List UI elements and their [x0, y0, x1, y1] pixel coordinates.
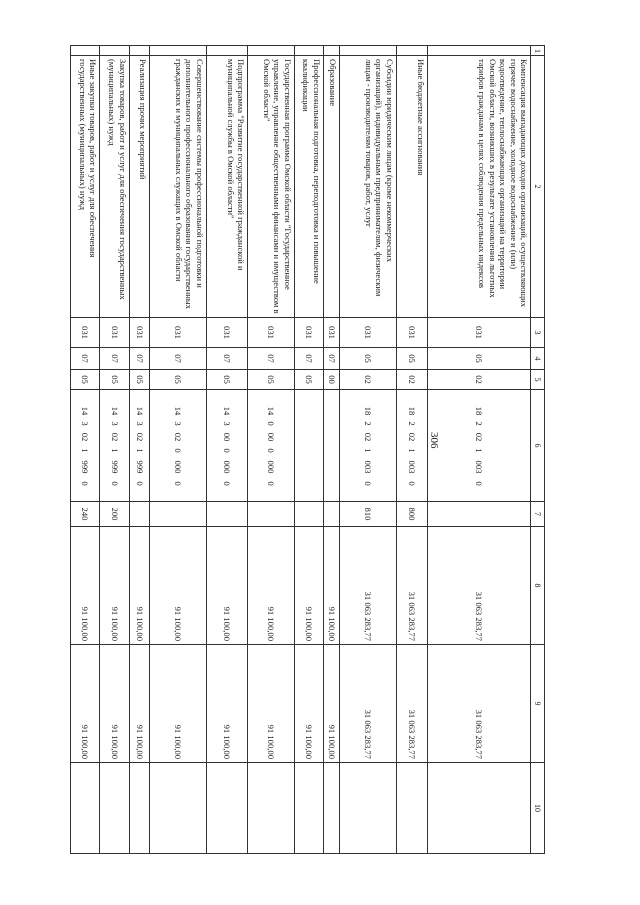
target-article-code — [323, 390, 339, 502]
table-row — [150, 46, 206, 854]
column-header: 2 — [531, 56, 545, 318]
amount-col9: 91 100,00 — [206, 645, 248, 763]
admin-code: 031 — [206, 318, 248, 348]
section-code: 07 — [248, 348, 294, 370]
item-name: Субсидии юридическим лицам (кроме некоммерческих организаций), индивидуальным предпринимателям, физическим лицам - производителям товаров, работ, услуг — [340, 56, 396, 318]
row-marker-cell — [340, 46, 396, 56]
code-segment: 0 — [222, 448, 233, 453]
row-marker-cell — [150, 46, 206, 56]
code-segment: 02 — [109, 432, 120, 442]
code-segment: 14 — [109, 406, 120, 416]
code-segment: 999 — [109, 460, 120, 474]
row-marker-cell — [428, 46, 531, 56]
table-body — [71, 46, 531, 854]
code-segment: 0 — [173, 481, 184, 486]
admin-code: 031 — [340, 318, 396, 348]
subsection-code: 05 — [248, 370, 294, 390]
code-segment: 2 — [363, 421, 374, 426]
amount-col10 — [294, 763, 323, 854]
section-code: 05 — [396, 348, 428, 370]
code-segment: 000 — [222, 460, 233, 474]
amount-col8: 31 063 283,77 — [428, 527, 531, 645]
table-row — [100, 46, 129, 854]
page-number: 306 — [428, 432, 440, 449]
code-segment: 0 — [363, 481, 374, 486]
section-code: 07 — [206, 348, 248, 370]
code-segment: 3 — [109, 421, 120, 426]
subsection-code: 02 — [428, 370, 531, 390]
code-segment: 0 — [173, 448, 184, 453]
amount-col10 — [206, 763, 248, 854]
expense-type-code — [428, 502, 531, 527]
code-segment: 000 — [266, 460, 277, 474]
table-row — [71, 46, 100, 854]
section-code: 05 — [428, 348, 531, 370]
code-segment: 02 — [134, 432, 145, 442]
subsection-code: 05 — [206, 370, 248, 390]
amount-col10 — [396, 763, 428, 854]
code-segment: 0 — [266, 481, 277, 486]
code-segment: 02 — [363, 432, 374, 442]
amount-col10 — [129, 763, 150, 854]
amount-col8: 91 100,00 — [71, 527, 100, 645]
row-marker-cell — [323, 46, 339, 56]
expense-type-code — [248, 502, 294, 527]
target-article-code — [71, 390, 100, 502]
rotated-page — [70, 45, 545, 853]
subsection-code: 05 — [100, 370, 129, 390]
subsection-code: 00 — [323, 370, 339, 390]
table-row — [340, 46, 396, 854]
amount-col8: 91 100,00 — [323, 527, 339, 645]
expense-type-code: 810 — [340, 502, 396, 527]
code-segment: 1 — [80, 448, 91, 453]
amount-col9: 91 100,00 — [323, 645, 339, 763]
code-segment: 18 — [363, 406, 374, 416]
code-segment: 1 — [109, 448, 120, 453]
admin-code: 031 — [294, 318, 323, 348]
admin-code: 031 — [396, 318, 428, 348]
code-segment: 02 — [173, 432, 184, 442]
target-article-code — [150, 390, 206, 502]
admin-code: 031 — [71, 318, 100, 348]
admin-code: 031 — [248, 318, 294, 348]
item-name: Государственная программа Омской области "Государственное управление, управление общественными финансами и имуществом в Омской области" — [248, 56, 294, 318]
expense-type-code: 200 — [100, 502, 129, 527]
code-segment: 02 — [80, 432, 91, 442]
code-segment: 999 — [134, 460, 145, 474]
item-name: Совершенствование системы профессиональной подготовки и дополнительного профессионального образования государственных гражданских и муниципальных служащих в Омской области — [150, 56, 206, 318]
code-segment: 003 — [474, 460, 485, 474]
table-row — [428, 46, 531, 854]
code-segment: 3 — [173, 421, 184, 426]
column-header: 7 — [531, 502, 545, 527]
amount-col10 — [100, 763, 129, 854]
expense-type-code — [323, 502, 339, 527]
code-segment: 0 — [80, 481, 91, 486]
subsection-code: 05 — [129, 370, 150, 390]
code-segment: 18 — [407, 406, 418, 416]
expense-type-code — [294, 502, 323, 527]
code-segment: 0 — [407, 481, 418, 486]
code-segment: 1 — [407, 448, 418, 453]
admin-code: 031 — [129, 318, 150, 348]
admin-code: 031 — [150, 318, 206, 348]
target-article-code — [129, 390, 150, 502]
amount-col10 — [340, 763, 396, 854]
section-code: 07 — [129, 348, 150, 370]
column-header: 8 — [531, 527, 545, 645]
table-row — [294, 46, 323, 854]
expense-type-code — [129, 502, 150, 527]
amount-col10 — [248, 763, 294, 854]
amount-col10 — [323, 763, 339, 854]
amount-col8: 91 100,00 — [150, 527, 206, 645]
section-code: 07 — [323, 348, 339, 370]
code-segment: 0 — [474, 481, 485, 486]
code-segment: 1 — [363, 448, 374, 453]
item-name: Образование — [323, 56, 339, 318]
amount-col9: 31 063 283,77 — [396, 645, 428, 763]
code-segment: 3 — [80, 421, 91, 426]
amount-col8: 91 100,00 — [129, 527, 150, 645]
item-name: Реализация прочих мероприятий — [129, 56, 150, 318]
code-segment: 0 — [134, 481, 145, 486]
expense-type-code: 240 — [71, 502, 100, 527]
subsection-code: 02 — [396, 370, 428, 390]
target-article-code — [340, 390, 396, 502]
admin-code: 031 — [323, 318, 339, 348]
row-marker-cell — [71, 46, 100, 56]
amount-col8: 91 100,00 — [206, 527, 248, 645]
amount-col9: 31 063 283,77 — [428, 645, 531, 763]
code-segment: 14 — [266, 406, 277, 416]
table-row — [323, 46, 339, 854]
code-segment: 02 — [407, 432, 418, 442]
admin-code: 031 — [100, 318, 129, 348]
item-name: Профессиональная подготовка, переподготовка и повышение квалификации — [294, 56, 323, 318]
target-article-code — [396, 390, 428, 502]
code-segment: 999 — [80, 460, 91, 474]
code-segment: 2 — [474, 421, 485, 426]
code-segment: 1 — [134, 448, 145, 453]
table-row — [129, 46, 150, 854]
row-marker-cell — [294, 46, 323, 56]
subsection-code: 02 — [340, 370, 396, 390]
code-segment: 14 — [173, 406, 184, 416]
expense-type-code — [206, 502, 248, 527]
item-name: Иные бюджетные ассигнования — [396, 56, 428, 318]
column-header: 1 — [531, 46, 545, 56]
amount-col9: 91 100,00 — [248, 645, 294, 763]
table-row — [248, 46, 294, 854]
table-row — [206, 46, 248, 854]
section-code: 07 — [294, 348, 323, 370]
amount-col8: 91 100,00 — [248, 527, 294, 645]
subsection-code: 05 — [71, 370, 100, 390]
column-header: 6 — [531, 390, 545, 502]
amount-col8: 31 063 283,77 — [340, 527, 396, 645]
amount-col9: 91 100,00 — [71, 645, 100, 763]
code-segment: 000 — [173, 460, 184, 474]
column-header: 4 — [531, 348, 545, 370]
code-segment: 00 — [222, 432, 233, 442]
item-name: Подпрограмма "Развитие государственной гражданской и муниципальной службы в Омской области" — [206, 56, 248, 318]
code-segment: 14 — [134, 406, 145, 416]
column-header: 9 — [531, 645, 545, 763]
subsection-code: 05 — [294, 370, 323, 390]
code-segment: 0 — [109, 481, 120, 486]
code-segment: 0 — [266, 421, 277, 426]
code-segment: 18 — [474, 406, 485, 416]
row-marker-cell — [206, 46, 248, 56]
code-segment: 0 — [266, 448, 277, 453]
column-header: 10 — [531, 763, 545, 854]
amount-col10 — [71, 763, 100, 854]
amount-col9: 91 100,00 — [100, 645, 129, 763]
target-article-code — [294, 390, 323, 502]
amount-col8: 91 100,00 — [100, 527, 129, 645]
section-code: 07 — [71, 348, 100, 370]
section-code: 05 — [340, 348, 396, 370]
amount-col10 — [428, 763, 531, 854]
code-segment: 0 — [222, 481, 233, 486]
code-segment: 1 — [474, 448, 485, 453]
amount-col9: 91 100,00 — [150, 645, 206, 763]
code-segment: 003 — [407, 460, 418, 474]
target-article-code — [428, 390, 531, 502]
row-marker-cell — [248, 46, 294, 56]
code-segment: 3 — [134, 421, 145, 426]
amount-col9: 31 063 283,77 — [340, 645, 396, 763]
expense-type-code — [150, 502, 206, 527]
admin-code: 031 — [428, 318, 531, 348]
section-code: 07 — [150, 348, 206, 370]
amount-col9: 91 100,00 — [294, 645, 323, 763]
section-code: 07 — [100, 348, 129, 370]
row-marker-cell — [100, 46, 129, 56]
amount-col8: 91 100,00 — [294, 527, 323, 645]
item-name: Закупка товаров, работ и услуг для обеспечения государственных (муниципальных) нужд — [100, 56, 129, 318]
code-segment: 14 — [222, 406, 233, 416]
code-segment: 00 — [266, 432, 277, 442]
item-name: Иные закупки товаров, работ и услуг для обеспечения государственных (муниципальных) нужд — [71, 56, 100, 318]
column-header: 3 — [531, 318, 545, 348]
code-segment: 02 — [474, 432, 485, 442]
amount-col9: 91 100,00 — [129, 645, 150, 763]
column-header: 5 — [531, 370, 545, 390]
item-name: Компенсация выпадающих доходов организаций, осуществляющих горячее водоснабжение, холодное водоснабжение и (или) водоотведение, теплоснабжающих организаций на территории Омской области, возникших в результате установления льготных тарифов гражданам в целях соблюдения предельных индексов — [428, 56, 531, 318]
subsection-code: 05 — [150, 370, 206, 390]
column-number-row — [531, 46, 545, 854]
budget-table — [70, 45, 545, 854]
table-row — [396, 46, 428, 854]
target-article-code — [100, 390, 129, 502]
row-marker-cell — [129, 46, 150, 56]
code-segment: 3 — [222, 421, 233, 426]
code-segment: 003 — [363, 460, 374, 474]
target-article-code — [206, 390, 248, 502]
code-segment: 2 — [407, 421, 418, 426]
amount-col10 — [150, 763, 206, 854]
code-segment: 14 — [80, 406, 91, 416]
expense-type-code: 800 — [396, 502, 428, 527]
row-marker-cell — [396, 46, 428, 56]
amount-col8: 31 063 283,77 — [396, 527, 428, 645]
target-article-code — [248, 390, 294, 502]
